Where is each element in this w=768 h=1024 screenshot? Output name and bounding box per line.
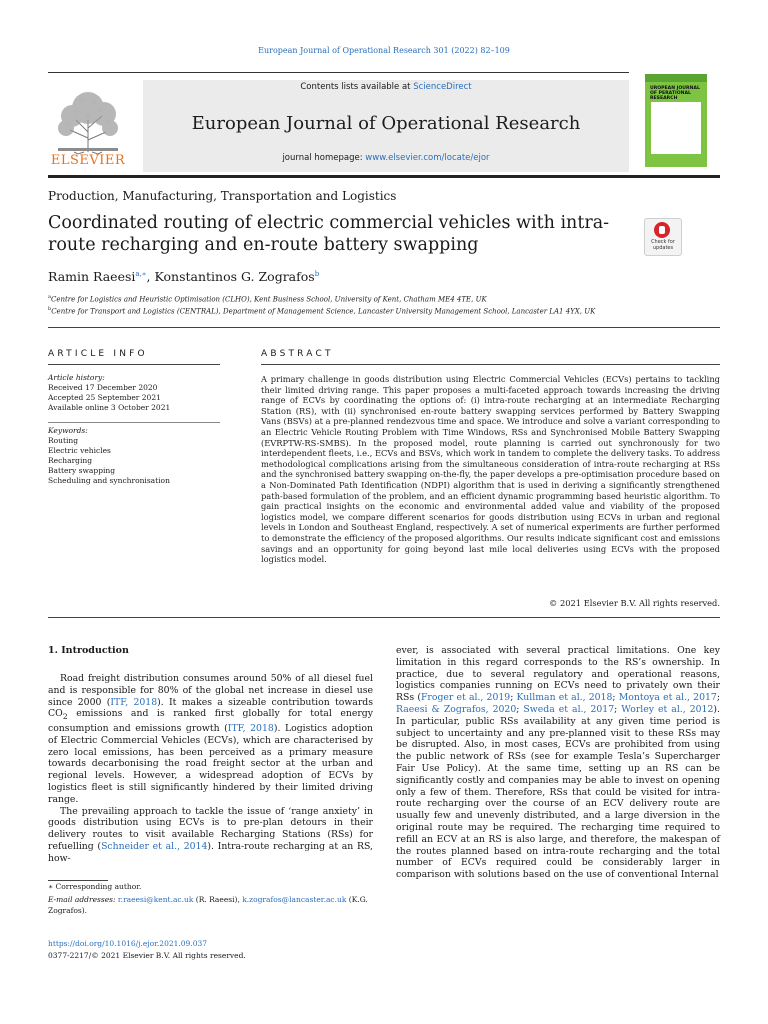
email-owner: (K.G. Zografos).: [48, 895, 368, 915]
issn-copyright: 0377-2217/© 2021 Elsevier B.V. All rights reserved.: [48, 951, 246, 960]
keywords-rule: [48, 422, 220, 423]
email-label: E-mail addresses:: [48, 895, 116, 904]
citation-link[interactable]: ITF, 2018: [110, 696, 158, 708]
affiliation-text: Centre for Logistics and Heuristic Optimisation (CLHO), Kent Business School, University of Kent, Chatham ME4 4TE, UK: [50, 295, 487, 304]
text: The prevailing approach to tackle the issue of ‘range anxiety’ in goods distribution using ECVs is to pre-plan detours in their delivery routes to visit available Recharging Stations (RSs) for refuelling (: [48, 805, 373, 853]
footnote-marker: ∗: [48, 882, 54, 891]
homepage-prefix: journal homepage:: [282, 153, 366, 163]
text: ;: [516, 703, 524, 715]
doi-link[interactable]: https://doi.org/10.1016/j.ejor.2021.09.037: [48, 939, 208, 948]
text: ). Logistics adoption of Electric Commercial Vehicles (ECVs), which are characterised by zero local emissions, has been perceived as a primary measure towards decarbonising the road freight sector at the urban and regional levels. However, a widespread adoption of ECVs by logistics fleet is still significantly hindered by their limited driving range.: [48, 723, 373, 805]
affiliation-text: Centre for Transport and Logistics (CENTRAL), Department of Management Science, Lancaster University Management School, Lancaster LA1 4YX, UK: [51, 307, 596, 316]
text: ). In particular, public RSs availability at any given time period is subject to uncertainty and any pre-planned visit to these RSs may be disrupted. Also, in most cases, ECVs are prohibited from using the public network of RSs (see for example Tesla’s Supercharger Fair Use Policy). At the same time, setting up an RS can be significantly costly and companies may be able to invest on opening only a few of them. Therefore, RSs that could be visited for intra-route recharging over the course of an ECV delivery route are usually few and unevenly distributed, and a large diversion in the original route may be required. The recharging time required to refill an ECV at an RS is also large, and therefore, the makespan of the routes planned based on intra-route recharging and the total number of ECVs required could be considerably larger in comparison with solutions based on the use of conventional Internal: [396, 703, 720, 881]
section-label: Production, Manufacturing, Transportation and Logistics: [48, 189, 397, 203]
article-info-rule: [48, 364, 220, 365]
elsevier-wordmark: ELSEVIER: [50, 153, 126, 168]
homepage-line: [143, 153, 629, 163]
keyword: Routing: [48, 436, 79, 445]
body-column-right: [396, 645, 720, 881]
keyword: Battery swapping: [48, 466, 116, 475]
text: emissions and is ranked first globally for total energy consumption and emissions growth (: [48, 708, 373, 735]
contents-prefix: Contents lists available at: [300, 82, 414, 92]
introduction-heading: 1. Introduction: [48, 645, 129, 656]
footnote-rule: [48, 880, 108, 881]
keyword: Scheduling and synchronisation: [48, 476, 170, 485]
journal-title: European Journal of Operational Research: [191, 113, 581, 134]
email-footnote: [48, 894, 373, 916]
abstract-heading: ABSTRACT: [261, 349, 334, 359]
text: ;: [614, 703, 622, 715]
affiliation-b: [48, 306, 595, 315]
text: ;: [612, 692, 619, 704]
abstract-copyright: © 2021 Elsevier B.V. All rights reserved.: [549, 598, 720, 608]
sciencedirect-link[interactable]: ScienceDirect: [413, 82, 472, 92]
article-title: Coordinated routing of electric commercial vehicles with intra-route recharging and en-route battery swapping: [48, 213, 610, 255]
abstract-bottom-rule: [48, 617, 720, 618]
check-updates-label: Check for updates: [651, 239, 675, 251]
paragraph-continued: [396, 645, 720, 881]
footnote-text: Corresponding author.: [53, 882, 142, 891]
citation-link[interactable]: Worley et al., 2012: [621, 703, 714, 715]
subscript: 2: [62, 712, 68, 722]
text: ;: [716, 692, 720, 704]
citation-link[interactable]: Raeesi & Zografos, 2020: [396, 703, 517, 715]
article-info-heading: ARTICLE INFO: [48, 349, 148, 359]
paragraph: [48, 673, 373, 806]
body-column-left: [48, 673, 373, 865]
email-link[interactable]: r.raeesi@kent.ac.uk: [117, 895, 194, 904]
journal-cover-thumbnail[interactable]: [645, 74, 707, 167]
author-affiliation-marker[interactable]: a,∗: [135, 269, 147, 278]
paragraph: [48, 806, 373, 865]
author-name: Konstantinos G. Zografos: [154, 269, 315, 284]
citation-link[interactable]: Froger et al., 2019: [420, 692, 511, 704]
abstract-rule: [261, 364, 720, 365]
journal-reference-link[interactable]: European Journal of Operational Research 301 (2022) 82–109: [258, 46, 510, 55]
citation-link[interactable]: ITF, 2018: [227, 723, 274, 735]
header-top-rule: [48, 72, 629, 73]
citation-link[interactable]: Kullman et al., 2018: [516, 692, 613, 704]
affiliation-marker: b: [48, 306, 52, 312]
header-bottom-rule: [48, 175, 720, 178]
affiliation-marker: a: [48, 294, 51, 300]
journal-homepage-link[interactable]: www.elsevier.com/locate/ejor: [365, 153, 490, 163]
text: ). Intra-route recharging at an RS, how-: [48, 841, 373, 864]
author-list: [48, 269, 319, 284]
received-date: Received 17 December 2020: [48, 383, 158, 392]
cover-title: UROPEAN JOURNAL OF PERATIONAL RESEARCH: [650, 86, 700, 101]
keywords-label: Keywords:: [48, 426, 88, 435]
citation-link[interactable]: Montoya et al., 2017: [618, 692, 717, 704]
contents-line: [143, 82, 629, 92]
corresponding-author-note: [48, 882, 373, 892]
text: Road freight distribution consumes around 50% of all diesel fuel and is responsible for 80% of the global net increase in diesel use since 2000 (: [48, 673, 373, 708]
accepted-date: Accepted 25 September 2021: [48, 393, 161, 402]
affiliation-rule: [48, 327, 720, 328]
keywords-block: [48, 426, 220, 486]
cover-panel: [651, 102, 701, 154]
affiliation-a: [48, 294, 487, 303]
email-owner: (R. Raeesi),: [193, 895, 243, 904]
article-history: [48, 373, 220, 413]
check-for-updates-button[interactable]: [644, 218, 682, 256]
check-updates-icon: [654, 222, 670, 238]
text: ). It makes a sizeable contribution towards CO: [48, 696, 373, 720]
keyword: Recharging: [48, 456, 93, 465]
author-name: Ramin Raeesi: [48, 269, 136, 284]
author-affiliation-marker[interactable]: b: [314, 269, 320, 278]
abstract-text: A primary challenge in goods distribution using Electric Commercial Vehicles (ECVs) pertains to tackling their limited driving range. This paper proposes a multi-faceted approach towards increasing the driving range of ECVs by coordinating the options of: (i) intra-route recharging at an intermediate Recharging Station (RS), with (ii) synchronised en-route battery swapping services performed by Battery Swapping Vans (BSVs) at a pre-planned rendezvous time and space. We introduce and solve a variant corresponding to an Electric Vehicle Routing Problem with Time Windows, RSs and Synchronised Mobile Battery Swapping (EVRPTW-RS-SMBS). In the proposed model, route planning is carried out synchronously for two interdependent fleets, i.e., ECVs and BSVs, which work in tandem to complete the delivery tasks. To address methodological complications arising from the simultaneous consideration of intra-route recharging at RSs and the synchronised battery swapping on-the-fly, the paper develops a pre-optimisation procedure based on a Non-Dominated Path Identification (NDPI) algorithm that is used in deriving a significantly strengthened path-based formulation of the problem, and an efficient dynamic programming based heuristic algorithm. To gain practical insights on the economic and environmental added value and viability of the proposed logistics model, we compare different scenarios for goods distribution using ECVs in urban and regional levels in London and Southeast England, respectively. A set of numerical experiments are further performed to demonstrate the efficiency of the proposed algorithms. Our results indicate significant cost and emissions savings and an opportunity for going beyond last mile local deliveries using ECVs with the proposed logistics model.: [261, 374, 720, 565]
cover-top-band: [645, 74, 707, 82]
author-separator: ,: [146, 269, 155, 284]
text: ever, is associated with several practical limitations. One key limitation in this regard corresponds to the RS’s ownership. In practice, due to several regulatory and operational reasons, logistics companies running on ECVs need to privately own their RSs (: [396, 645, 720, 704]
history-label: Article history:: [48, 373, 105, 382]
citation-link[interactable]: Sweda et al., 2017: [523, 703, 615, 715]
online-date: Available online 3 October 2021: [48, 403, 171, 412]
text: ;: [510, 692, 517, 704]
citation-link[interactable]: Schneider et al., 2014: [101, 841, 208, 853]
email-link[interactable]: k.zografos@lancaster.ac.uk: [242, 895, 347, 904]
keyword: Electric vehicles: [48, 446, 111, 455]
